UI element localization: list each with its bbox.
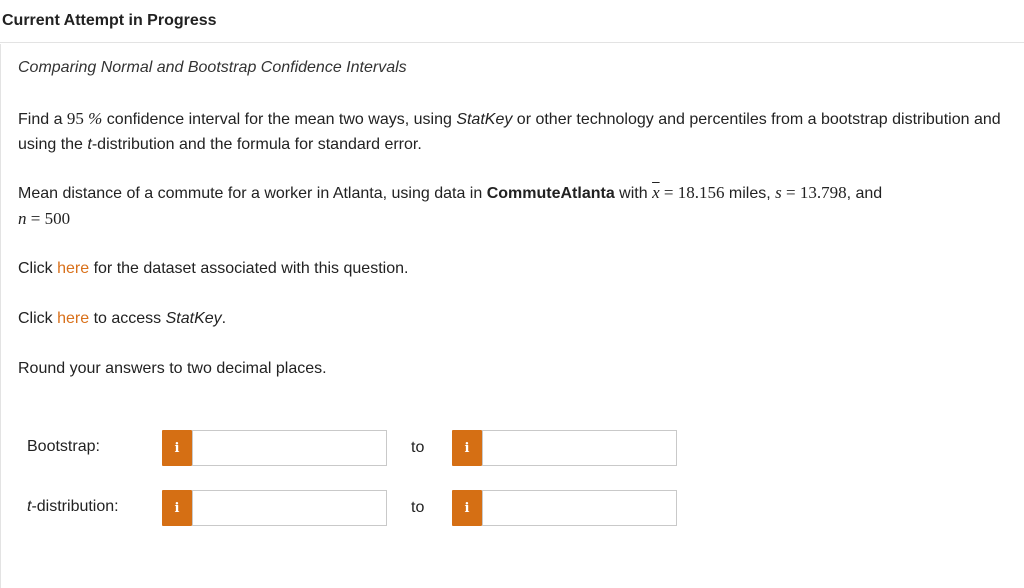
instructions-paragraph <box>18 106 1008 157</box>
t-distribution-label: t-distribution: <box>27 498 119 515</box>
question-title: Comparing Normal and Bootstrap Confidence Intervals <box>18 59 407 76</box>
statkey-link-line <box>18 306 1008 331</box>
xbar-symbol: $\overline{x}$ <box>652 183 660 202</box>
rounding-instruction: Round your answers to two decimal places. <box>18 360 327 377</box>
sd-value: = 13.798 <box>781 183 847 202</box>
data-text-2: with <box>614 185 653 202</box>
statkey-here-link[interactable]: here <box>57 310 90 327</box>
statkey-name: StatKey <box>456 111 513 128</box>
header-bar <box>0 0 1024 43</box>
info-icon[interactable]: i <box>452 430 482 466</box>
intro-text-4: -distribution and the formula for standard error. <box>91 136 422 153</box>
intro-text-1: Find a <box>18 111 67 128</box>
tdist-lower-input[interactable] <box>192 490 387 526</box>
statkey-line-pre: Click <box>18 310 58 327</box>
dataset-line-pre: Click <box>18 260 58 277</box>
info-icon[interactable]: i <box>452 490 482 526</box>
statkey-line-post: to access <box>89 310 166 327</box>
intro-text-2: confidence interval for the mean two ways, using <box>102 111 457 128</box>
s-symbol: s <box>775 183 782 202</box>
info-icon[interactable]: i <box>162 430 192 466</box>
data-text-1: Mean distance of a commute for a worker in Atlanta, using data in <box>18 185 487 202</box>
tdist-to-label: to <box>411 499 425 516</box>
dataset-here-link[interactable]: here <box>57 260 90 277</box>
data-text-4: , and <box>846 185 883 202</box>
dataset-link-line <box>18 256 1008 281</box>
dataset-line-post: for the dataset associated with this question. <box>89 260 409 277</box>
info-icon[interactable]: i <box>162 490 192 526</box>
statkey-line-end: . <box>221 310 227 327</box>
confidence-level: 95 % <box>66 109 103 128</box>
data-paragraph <box>18 180 1008 232</box>
bootstrap-lower-input[interactable] <box>192 430 387 466</box>
statkey-name-2: StatKey <box>165 310 222 327</box>
bootstrap-upper-input[interactable] <box>482 430 677 466</box>
dataset-name: CommuteAtlanta <box>486 185 615 202</box>
n-value: = 500 <box>26 209 71 228</box>
attempt-status-title: Current Attempt in Progress <box>2 12 217 29</box>
n-symbol: n <box>18 209 27 228</box>
bootstrap-label: Bootstrap: <box>27 438 100 455</box>
t-letter: t <box>87 136 92 153</box>
bootstrap-to-label: to <box>411 439 425 456</box>
mean-value: = 18.156 <box>659 183 725 202</box>
intro-text-3: or other technology and percentiles from a bootstrap distribution and using the <box>18 111 1001 153</box>
tdist-upper-input[interactable] <box>482 490 677 526</box>
data-text-3: miles, <box>724 185 776 202</box>
